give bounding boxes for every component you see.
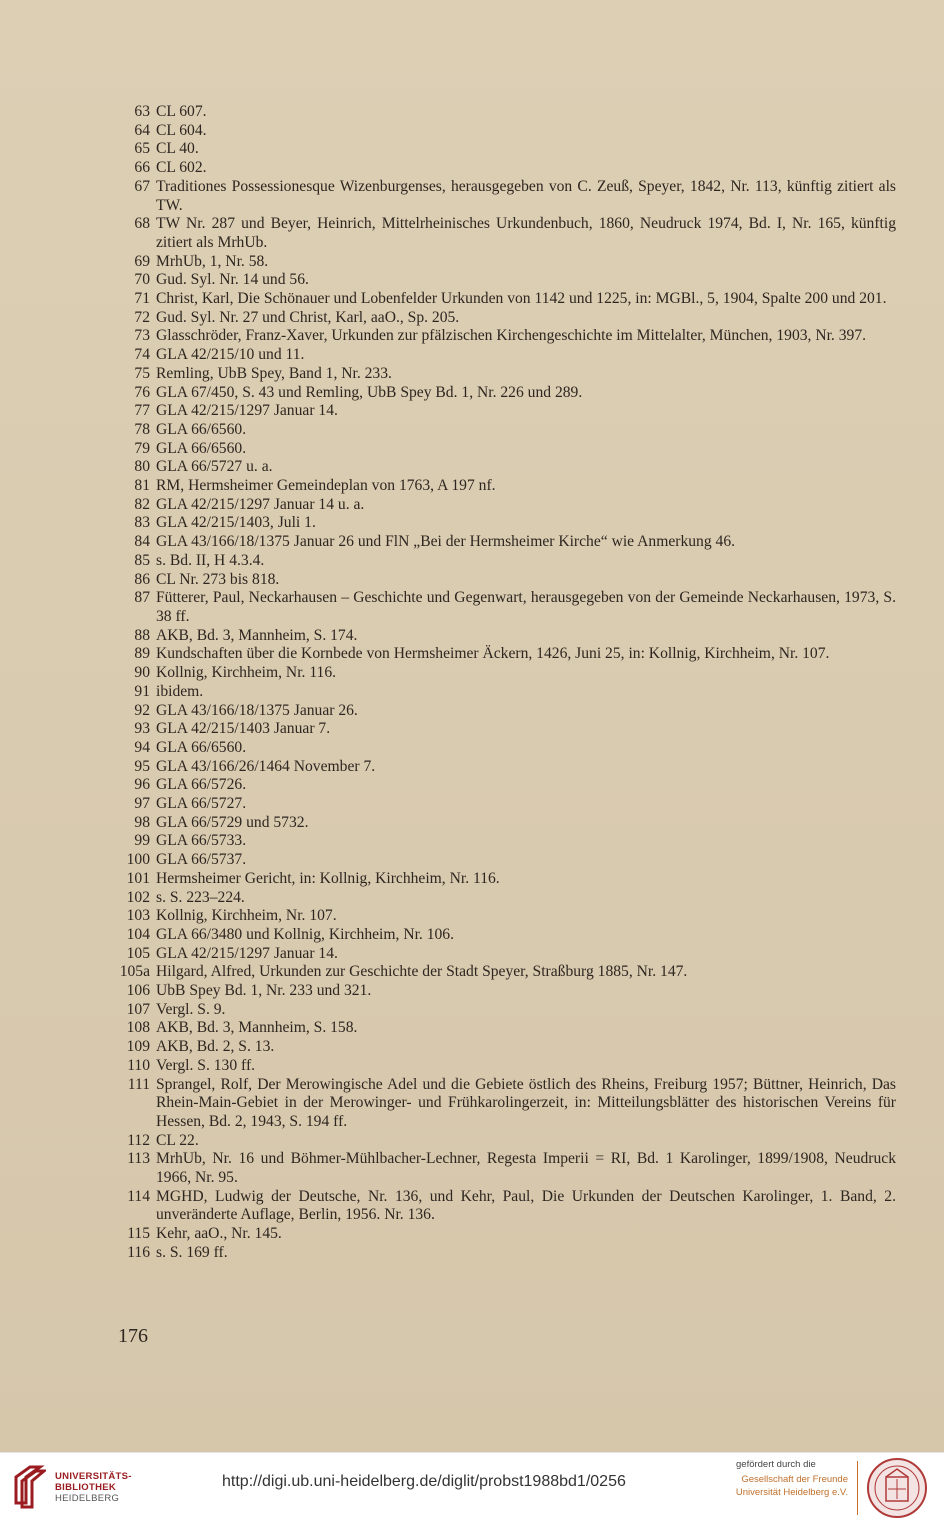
footnote [106, 514, 896, 533]
footnote-number: 106 [126, 982, 150, 1000]
footnote [106, 720, 896, 739]
footnote-list [106, 103, 896, 1263]
footnote-number: 67 [134, 177, 150, 195]
footnote-text: GLA 67/450, S. 43 und Remling, UbB Spey Bd. 1, Nr. 226 und 289. [156, 383, 583, 401]
footnote [106, 963, 896, 982]
footnote-number: 84 [134, 533, 150, 551]
footnote-text: Remling, UbB Spey, Band 1, Nr. 233. [156, 364, 392, 382]
footnote-number: 95 [134, 757, 150, 775]
footnote-number: 97 [134, 795, 150, 813]
footnote-number: 80 [134, 458, 150, 476]
footnote-number: 88 [134, 626, 150, 644]
footnote [106, 589, 896, 626]
footnote [106, 402, 896, 421]
footnote [106, 440, 896, 459]
footnote-number: 89 [134, 645, 150, 663]
footnote-text: Kundschaften über die Kornbede von Hermsheimer Äckern, 1426, Juni 25, in: Kollnig, Kirchheim, Nr. 107. [156, 645, 830, 663]
footnote-number: 110 [127, 1056, 150, 1074]
footnote [106, 889, 896, 908]
sponsor-society[interactable] [733, 1474, 848, 1499]
footnote-number: 115 [127, 1225, 150, 1243]
footnote-number: 72 [134, 308, 150, 326]
footnote-number: 114 [127, 1187, 150, 1205]
footnote-number: 74 [134, 346, 150, 364]
footnote-text: CL Nr. 273 bis 818. [156, 570, 280, 588]
footnote-text: GLA 66/6560. [156, 439, 247, 457]
footnote [106, 1076, 896, 1132]
footnote-text: GLA 43/166/18/1375 Januar 26. [156, 701, 358, 719]
footnote [106, 758, 896, 777]
footnote-text: Sprangel, Rolf, Der Merowingische Adel und die Gebiete östlich des Rheins, Freiburg 1957; Büttner, Heinrich, Das Rhein-Main-Gebiet in der Merowinger- und Frühkarolingerzeit, in: Mitteilungsblätter des historischen Vereins für Hessen, Bd. 2, 1943, S. 194 ff. [156, 1075, 896, 1130]
footnote [106, 776, 896, 795]
footnote-text: AKB, Bd. 3, Mannheim, S. 158. [156, 1019, 358, 1037]
footnote-text: MGHD, Ludwig der Deutsche, Nr. 136, und Kehr, Paul, Die Urkunden der Deutschen Karolinger, 1. Band, 2. unveränderte Auflage, Berlin, 1956. Nr. 136. [156, 1187, 896, 1224]
footnote [106, 627, 896, 646]
footnote [106, 1019, 896, 1038]
footnote-number: 69 [134, 252, 150, 270]
footnote-number: 78 [134, 420, 150, 438]
footnote-number: 68 [134, 215, 150, 233]
footnote-number: 92 [134, 701, 150, 719]
footnote [106, 271, 896, 290]
footnote-number: 112 [127, 1131, 150, 1149]
footnote [106, 814, 896, 833]
footnote-text: MrhUb, 1, Nr. 58. [156, 252, 269, 270]
footnote-number: 66 [134, 159, 150, 177]
footnote [106, 533, 896, 552]
footnote-text: Vergl. S. 9. [156, 1000, 226, 1018]
footnote-number: 83 [134, 514, 150, 532]
footnote-text: GLA 66/5726. [156, 776, 247, 794]
footnote-text: GLA 43/166/26/1464 November 7. [156, 757, 376, 775]
footnote-text: GLA 42/215/1297 Januar 14. [156, 402, 338, 420]
library-name-line1: UNIVERSITÄTS- [55, 1471, 132, 1482]
footnote [106, 982, 896, 1001]
footnote [106, 1225, 896, 1244]
footnote-text: s. Bd. II, H 4.3.4. [156, 551, 265, 569]
footnote-number: 81 [134, 477, 150, 495]
footnote-text: CL 607. [156, 103, 207, 120]
footnote [106, 664, 896, 683]
footnote [106, 1038, 896, 1057]
footnote-number: 108 [126, 1019, 150, 1037]
footnote-number: 101 [126, 869, 150, 887]
footnote-number: 102 [126, 888, 150, 906]
footnote-number: 79 [134, 439, 150, 457]
footnote [106, 122, 896, 141]
library-name-line3: HEIDELBERG [55, 1493, 120, 1504]
footnote [106, 945, 896, 964]
footnote [106, 1001, 896, 1020]
footnote [106, 215, 896, 252]
footnote-number: 87 [134, 589, 150, 607]
footnote [106, 496, 896, 515]
footnote-text: TW Nr. 287 und Beyer, Heinrich, Mittelrheinisches Urkundenbuch, 1860, Neudruck 1974, Bd. I, Nr. 165, künftig zitiert als MrhUb. [156, 215, 896, 251]
footnote-text: GLA 66/6560. [156, 738, 247, 756]
footnote-number: 85 [134, 551, 150, 569]
footnote-number: 111 [127, 1075, 150, 1093]
footnote [106, 1150, 896, 1187]
footnote-text: CL 40. [156, 140, 199, 158]
footnote [106, 1132, 896, 1151]
footnote-text: ibidem. [156, 682, 204, 700]
footnote-text: GLA 66/5727. [156, 795, 247, 813]
footnote [106, 140, 896, 159]
footnote [106, 1244, 896, 1263]
library-name[interactable] [55, 1471, 132, 1504]
footnote-text: Kollnig, Kirchheim, Nr. 107. [156, 907, 337, 925]
footnote-number: 64 [134, 121, 150, 139]
footnote [106, 739, 896, 758]
footnote-text: GLA 42/215/1297 Januar 14 u. a. [156, 495, 365, 513]
footnote [106, 327, 896, 346]
footnote-text: GLA 66/6560. [156, 420, 247, 438]
footnote-text: AKB, Bd. 3, Mannheim, S. 174. [156, 626, 358, 644]
footnote-text: Traditiones Possessionesque Wizenburgenses, herausgegeben von C. Zeuß, Speyer, 1842, Nr. 113, künftig zitiert als TW. [156, 177, 896, 214]
footnote-text: s. S. 169 ff. [156, 1243, 228, 1261]
viewer-footer [0, 1452, 944, 1519]
footnote-number: 99 [134, 832, 150, 850]
university-seal-icon[interactable] [866, 1457, 928, 1519]
footnote-text: GLA 66/5733. [156, 832, 247, 850]
library-name-line2: BIBLIOTHEK [55, 1482, 117, 1493]
footnote-number: 82 [134, 495, 150, 513]
footnote-text: Hilgard, Alfred, Urkunden zur Geschichte der Stadt Speyer, Straßburg 1885, Nr. 147. [156, 963, 688, 981]
footnote-number: 100 [126, 851, 150, 869]
footnote [106, 851, 896, 870]
footnote [106, 552, 896, 571]
footnote [106, 421, 896, 440]
footnote-number: 103 [126, 907, 150, 925]
footnote-text: Glasschröder, Franz-Xaver, Urkunden zur pfälzischen Kirchengeschichte im Mittelalter, München, 1903, Nr. 397. [156, 327, 867, 345]
footnote-number: 113 [127, 1150, 150, 1168]
footnote [106, 832, 896, 851]
footnote [106, 702, 896, 721]
footnote-number: 93 [134, 720, 150, 738]
footnote-text: GLA 42/215/1297 Januar 14. [156, 944, 338, 962]
footnote-text: CL 602. [156, 159, 207, 177]
footnote-text: GLA 66/3480 und Kollnig, Kirchheim, Nr. 106. [156, 925, 454, 943]
footnote-text: MrhUb, Nr. 16 und Böhmer-Mühlbacher-Lechner, Regesta Imperii = RI, Bd. 1 Karolinger, 1899/1908, Neudruck 1966, Nr. 95. [156, 1150, 896, 1187]
footnote-text: Hermsheimer Gericht, in: Kollnig, Kirchheim, Nr. 116. [156, 869, 500, 887]
footnote-text: GLA 42/215/1403, Juli 1. [156, 514, 316, 532]
footer-divider [857, 1461, 858, 1515]
footnote-number: 73 [134, 327, 150, 345]
footnote-number: 76 [134, 383, 150, 401]
permalink-url[interactable]: http://digi.ub.uni-heidelberg.de/diglit/probst1988bd1/0256 [222, 1473, 626, 1490]
footnote-number: 77 [134, 402, 150, 420]
footnote-number: 75 [134, 364, 150, 382]
footnote-number: 90 [134, 664, 150, 682]
footnote-number: 107 [126, 1000, 150, 1018]
footnote [106, 907, 896, 926]
footnote [106, 309, 896, 328]
footnote [106, 253, 896, 272]
footnote-number: 70 [134, 271, 150, 289]
footnote [106, 645, 896, 664]
footnote-number: 86 [134, 570, 150, 588]
footnote-text: Christ, Karl, Die Schönauer und Lobenfelder Urkunden von 1142 und 1225, in: MGBl., 5, 1904, Spalte 200 und 201. [156, 290, 887, 308]
footnote-text: Vergl. S. 130 ff. [156, 1056, 256, 1074]
footnote-text: RM, Hermsheimer Gemeindeplan von 1763, A 197 nf. [156, 477, 496, 495]
footnote [106, 365, 896, 384]
footnote-text: UbB Spey Bd. 1, Nr. 233 und 321. [156, 982, 372, 1000]
footnote-text: CL 604. [156, 121, 207, 139]
footnote-number: 104 [126, 925, 150, 943]
footnote-text: Kollnig, Kirchheim, Nr. 116. [156, 664, 337, 682]
footnote-text: GLA 42/215/10 und 11. [156, 346, 305, 364]
footnote [106, 1057, 896, 1076]
footnote-text: Fütterer, Paul, Neckarhausen – Geschichte und Gegenwart, herausgegeben von der Gemeinde Neckarhausen, 1973, S. 38 ff. [156, 589, 896, 625]
footnote [106, 870, 896, 889]
footnote-number: 71 [134, 290, 150, 308]
footnote-number: 105 [126, 944, 150, 962]
footnote-number: 116 [127, 1243, 150, 1261]
page-number: 176 [118, 1325, 148, 1347]
footnote-text: CL 22. [156, 1131, 199, 1149]
funded-by-label: gefördert durch die [736, 1459, 816, 1470]
footnote [106, 159, 896, 178]
footnote [106, 290, 896, 309]
footnote-number: 91 [134, 682, 150, 700]
footnote-text: GLA 66/5729 und 5732. [156, 813, 309, 831]
footnote-number: 105a [119, 963, 150, 981]
footnote-text: Kehr, aaO., Nr. 145. [156, 1225, 282, 1243]
sponsor-society-line1: Gesellschaft der Freunde [741, 1474, 848, 1485]
footnote-text: GLA 43/166/18/1375 Januar 26 und FlN „Bei der Hermsheimer Kirche“ wie Anmerkung 46. [156, 533, 736, 551]
footnote-number: 98 [134, 813, 150, 831]
footnote-text: s. S. 223–224. [156, 888, 245, 906]
footnote [106, 346, 896, 365]
footnote-text: GLA 42/215/1403 Januar 7. [156, 720, 331, 738]
footnote [106, 178, 896, 215]
footnote [106, 103, 896, 122]
university-library-logo-icon[interactable] [10, 1463, 46, 1509]
footnote-text: Gud. Syl. Nr. 27 und Christ, Karl, aaO., Sp. 205. [156, 308, 460, 326]
footnote [106, 926, 896, 945]
footnote [106, 683, 896, 702]
footnote-number: 96 [134, 776, 150, 794]
footnote-number: 109 [126, 1038, 150, 1056]
footnote-text: GLA 66/5737. [156, 851, 247, 869]
footnote [106, 384, 896, 403]
footnote-text: Gud. Syl. Nr. 14 und 56. [156, 271, 309, 289]
footnote [106, 458, 896, 477]
footnote-text: AKB, Bd. 2, S. 13. [156, 1038, 275, 1056]
footnote [106, 1188, 896, 1225]
sponsor-society-line2: Universität Heidelberg e.V. [735, 1486, 848, 1498]
footnote [106, 477, 896, 496]
footnote-number: 94 [134, 738, 150, 756]
footnote [106, 795, 896, 814]
footnote-number: 63 [134, 103, 150, 120]
footnote-text: GLA 66/5727 u. a. [156, 458, 273, 476]
footnote-number: 65 [134, 140, 150, 158]
footnote [106, 571, 896, 590]
